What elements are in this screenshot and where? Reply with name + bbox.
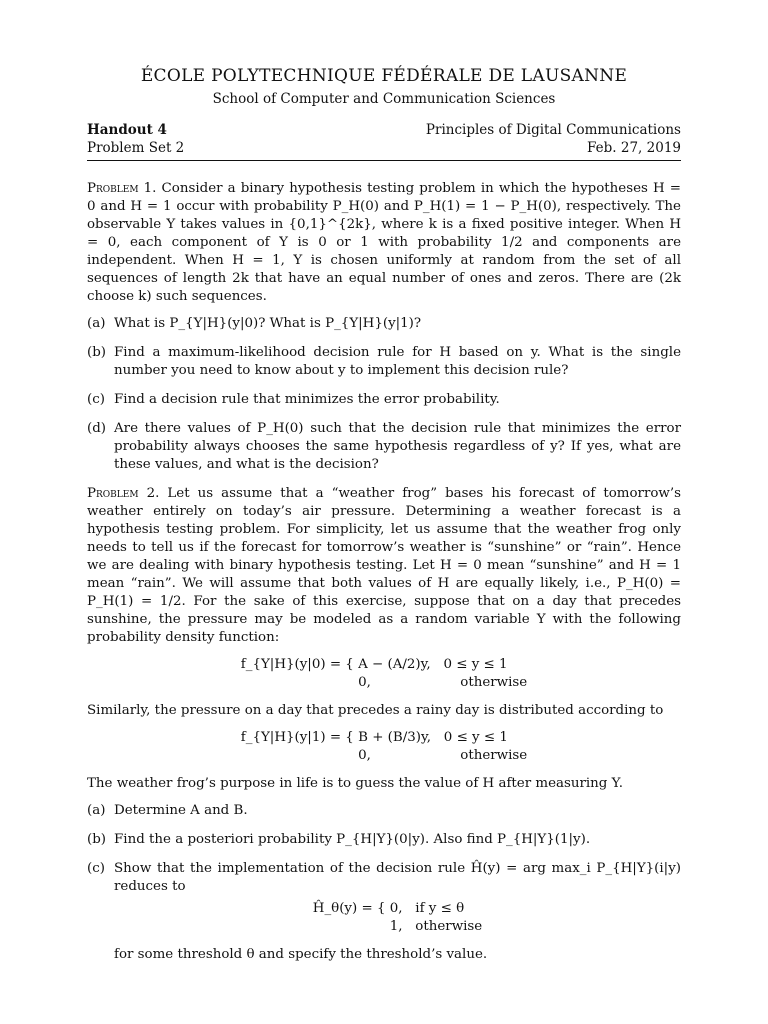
eq-lhs: f_{Y|H}(y|1) = bbox=[240, 730, 342, 745]
item-label: (a) bbox=[87, 316, 106, 331]
item-label: (a) bbox=[87, 803, 106, 818]
item-text: Are there values of P_H(0) such that the decision rule that minimizes the error probability always chooses the same hypothesis regardless of y? If yes, what are these values, and what is the decision? bbox=[114, 421, 681, 472]
eq-cases bbox=[358, 656, 527, 692]
item-text: Determine A and B. bbox=[114, 803, 248, 818]
eq-case-2: 1, otherwise bbox=[389, 919, 483, 934]
eq-case-2: 0, otherwise bbox=[358, 675, 528, 690]
eq-case-1: B + (B/3)y, 0 ≤ y ≤ 1 bbox=[358, 730, 508, 745]
eq-brace: { bbox=[341, 730, 359, 745]
list-item bbox=[87, 391, 681, 409]
problems-body bbox=[87, 180, 681, 975]
problem1-heading: Problem 1. bbox=[87, 181, 157, 196]
eq-brace: { bbox=[341, 657, 359, 672]
equation-threshold-rule bbox=[114, 900, 681, 936]
equation-pdf-h1 bbox=[87, 729, 681, 765]
item-text: Find a maximum-likelihood decision rule for H based on y. What is the single number you need to know about y to implement this decision rule? bbox=[114, 345, 681, 378]
eq-cases bbox=[358, 729, 527, 765]
problem1-intro bbox=[87, 180, 681, 306]
header-row-1 bbox=[87, 122, 681, 138]
problem2-purpose: The weather frog’s purpose in life is to guess the value of H after measuring Y. bbox=[87, 776, 623, 791]
eq-case-1: A − (A/2)y, 0 ≤ y ≤ 1 bbox=[358, 657, 508, 672]
eq-lhs: f_{Y|H}(y|0) = bbox=[240, 657, 342, 672]
eq-brace: { bbox=[372, 901, 390, 916]
item-label: (b) bbox=[87, 832, 107, 847]
eq-case-2: 0, otherwise bbox=[358, 748, 528, 763]
problem2-intro bbox=[87, 485, 681, 647]
item-label: (c) bbox=[87, 392, 105, 407]
problem2-heading: Problem 2. bbox=[87, 486, 160, 501]
handout-date: Feb. 27, 2019 bbox=[587, 140, 681, 156]
list-item bbox=[87, 860, 681, 964]
list-item bbox=[87, 420, 681, 474]
problem2-between: Similarly, the pressure on a day that precedes a rainy day is distributed according to bbox=[87, 703, 664, 718]
item-text: What is P_{Y|H}(y|0)? What is P_{Y|H}(y|1)? bbox=[114, 316, 422, 331]
item-label: (b) bbox=[87, 345, 107, 360]
list-item bbox=[87, 831, 681, 849]
item-closing-text: for some threshold θ and specify the threshold’s value. bbox=[114, 947, 488, 962]
problem-set-label: Problem Set 2 bbox=[87, 140, 185, 156]
list-item bbox=[87, 315, 681, 333]
problem1-items bbox=[87, 315, 681, 474]
item-text: Show that the implementation of the decision rule Ĥ(y) = arg max_i P_{H|Y}(i|y) reduces to bbox=[114, 861, 681, 894]
school-name: ÉCOLE POLYTECHNIQUE FÉDÉRALE DE LAUSANNE bbox=[140, 66, 628, 86]
eq-lhs: Ĥ_θ(y) = bbox=[312, 901, 373, 916]
item-text: Find the a posteriori probability P_{H|Y}(0|y). Also find P_{H|Y}(1|y). bbox=[114, 832, 591, 847]
item-text: Find a decision rule that minimizes the error probability. bbox=[114, 392, 500, 407]
eq-case-1: 0, if y ≤ θ bbox=[389, 901, 465, 916]
item-label: (d) bbox=[87, 421, 107, 436]
course-title: Principles of Digital Communications bbox=[425, 122, 681, 138]
header-row-2 bbox=[87, 140, 681, 156]
item-label: (c) bbox=[87, 861, 105, 876]
department-name: School of Computer and Communication Sciences bbox=[212, 91, 556, 107]
problem2-items bbox=[87, 802, 681, 964]
equation-pdf-h0 bbox=[87, 656, 681, 692]
list-item bbox=[87, 344, 681, 380]
header-divider bbox=[87, 160, 681, 161]
list-item bbox=[87, 802, 681, 820]
handout-number: Handout 4 bbox=[87, 122, 167, 138]
eq-cases bbox=[390, 900, 482, 936]
problem2-text: Let us assume that a “weather frog” bases his forecast of tomorrow’s weather entirely on today’s air pressure. Determining a weather forecast is a hypothesis testing problem. For simplicity, let us assume that the weather frog only needs to tell us if the forecast for tomorrow’s weather is “sunshine” or “rain”. Hence we are dealing with binary hypothesis testing. Let H = 0 mean “sunshine” and H = 1 mean “rain”. We will assume that both values of H are equally likely, i.e., P_H(0) = P_H(1) = 1/2. For the sake of this exercise, suppose that on a day that precedes sunshine, the pressure may be modeled as a random variable Y with the following probability density function: bbox=[87, 486, 681, 645]
problem1-text: Consider a binary hypothesis testing problem in which the hypotheses H = 0 and H = 1 occur with probability P_H(0) and P_H(1) = 1 − P_H(0), respectively. The observable Y takes values in {0,1}^{2k}, where k is a fixed positive integer. When H = 0, each component of Y is 0 or 1 with probability 1/2 and components are independent. When H = 1, Y is chosen uniformly at random from the set of all sequences of length 2k that have an equal number of ones and zeros. There are (2k choose k) such sequences. bbox=[87, 181, 681, 304]
